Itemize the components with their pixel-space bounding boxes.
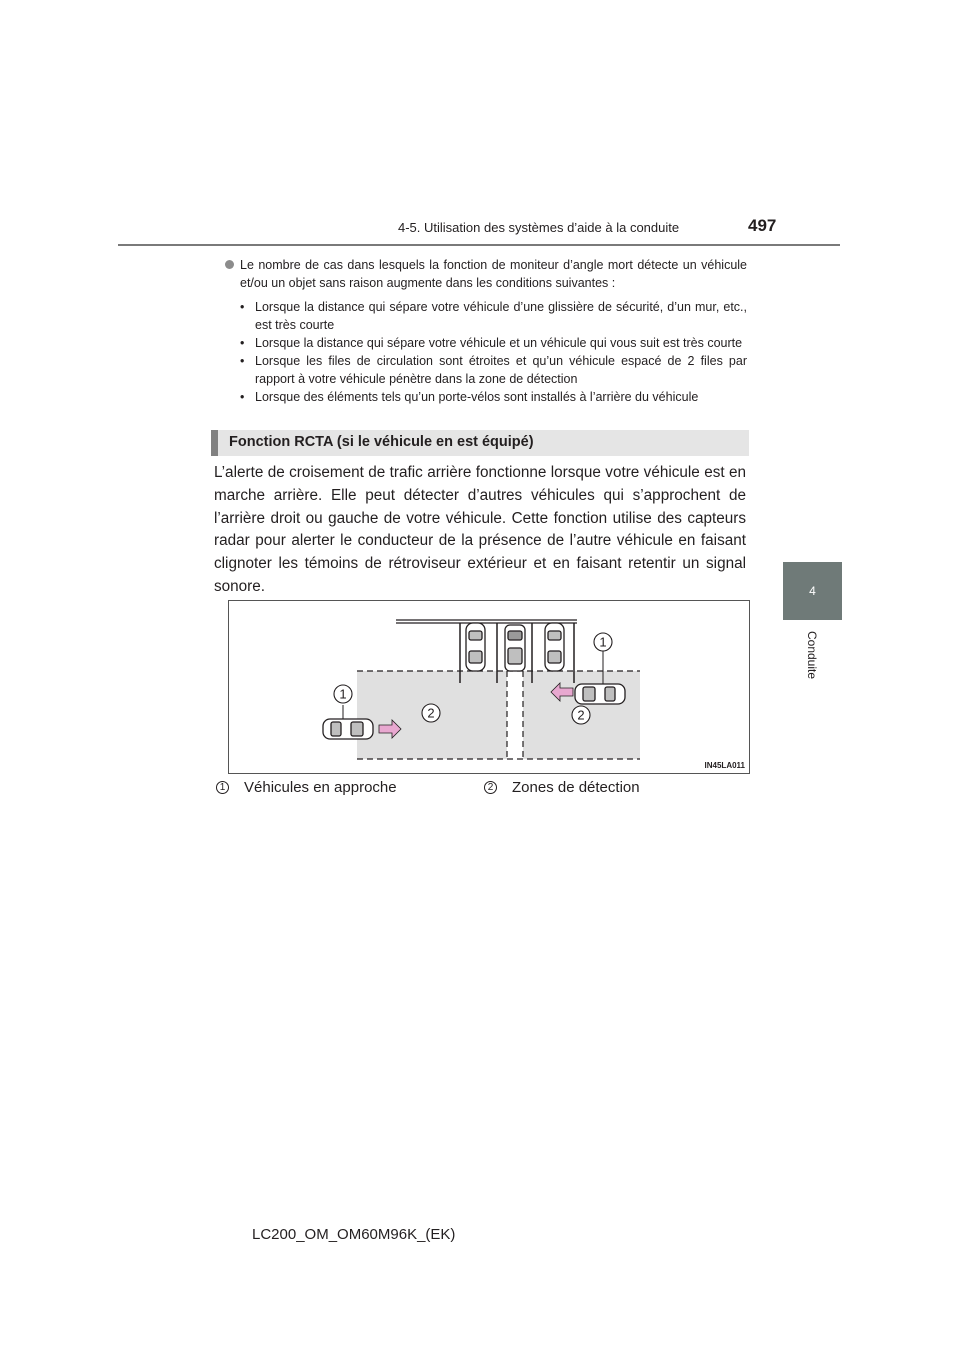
- parking-diagram: [229, 601, 751, 775]
- figure-code: IN45LA011: [704, 761, 745, 770]
- list-item: • Lorsque des éléments tels qu’un porte-vélos sont installés à l’arrière du véhicule: [225, 388, 747, 406]
- callout-label: 1: [339, 686, 347, 702]
- parked-car-icon: [466, 623, 485, 671]
- parked-car-icon: [545, 623, 564, 671]
- legend-number: 1: [216, 781, 229, 794]
- chapter-label: Conduite: [805, 630, 820, 680]
- section-heading: [211, 430, 749, 456]
- list-item: • Lorsque la distance qui sépare votre véhicule et un véhicule qui vous suit est très courte: [225, 334, 747, 352]
- approaching-car-right-icon: [575, 684, 625, 704]
- section-title: Fonction RCTA (si le véhicule en est équipé): [229, 434, 534, 450]
- condition-list: [225, 298, 747, 406]
- document-code: LC200_OM_OM60M96K_(EK): [252, 1226, 456, 1243]
- legend-number: 2: [484, 781, 497, 794]
- list-item: • Lorsque la distance qui sépare votre véhicule d’une glissière de sécurité, d’un mur, etc., est très courte: [225, 298, 747, 334]
- callout-label: 2: [427, 705, 435, 721]
- rcta-figure: [228, 600, 750, 774]
- list-item: • Lorsque les files de circulation sont étroites et qu’un véhicule espacé de 2 files par rapport à votre véhicule pénètre dans la zone de détection: [225, 352, 747, 388]
- legend-item-zones: [484, 779, 640, 796]
- legend-label: Zones de détection: [512, 779, 640, 796]
- chapter-number: 4: [809, 584, 816, 598]
- approaching-car-left-icon: [323, 719, 373, 739]
- chapter-tab[interactable]: [783, 562, 842, 620]
- note-text: Le nombre de cas dans lesquels la fonction de moniteur d’angle mort détecte un véhicule et/ou un objet sans raison augmente dans les conditions suivantes :: [240, 258, 747, 290]
- header-rule: [118, 244, 840, 246]
- callout-label: 2: [577, 707, 585, 723]
- page-number: 497: [748, 216, 777, 235]
- legend-label: Véhicules en approche: [244, 779, 397, 796]
- body-paragraph: L’alerte de croisement de trafic arrière fonctionne lorsque votre véhicule est en marche arrière. Elle peut détecter d’autres véhicules qui s’approchent de l’arrière droit ou gauche de votre véhicule. Cette fonction utilise des capteurs radar pour alerter le conducteur de la présence de l’autre véhicule en faisant clignoter les témoins de rétroviseur extérieur et en faisant retentir un signal sonore.: [214, 464, 746, 595]
- note-block: [225, 256, 747, 406]
- legend-item-approaching: [216, 779, 397, 796]
- own-vehicle-icon: [505, 625, 525, 671]
- callout-label: 1: [599, 634, 607, 650]
- running-header: 4-5. Utilisation des systèmes d’aide à la conduite: [398, 220, 680, 235]
- bullet-dot-icon: [225, 260, 234, 269]
